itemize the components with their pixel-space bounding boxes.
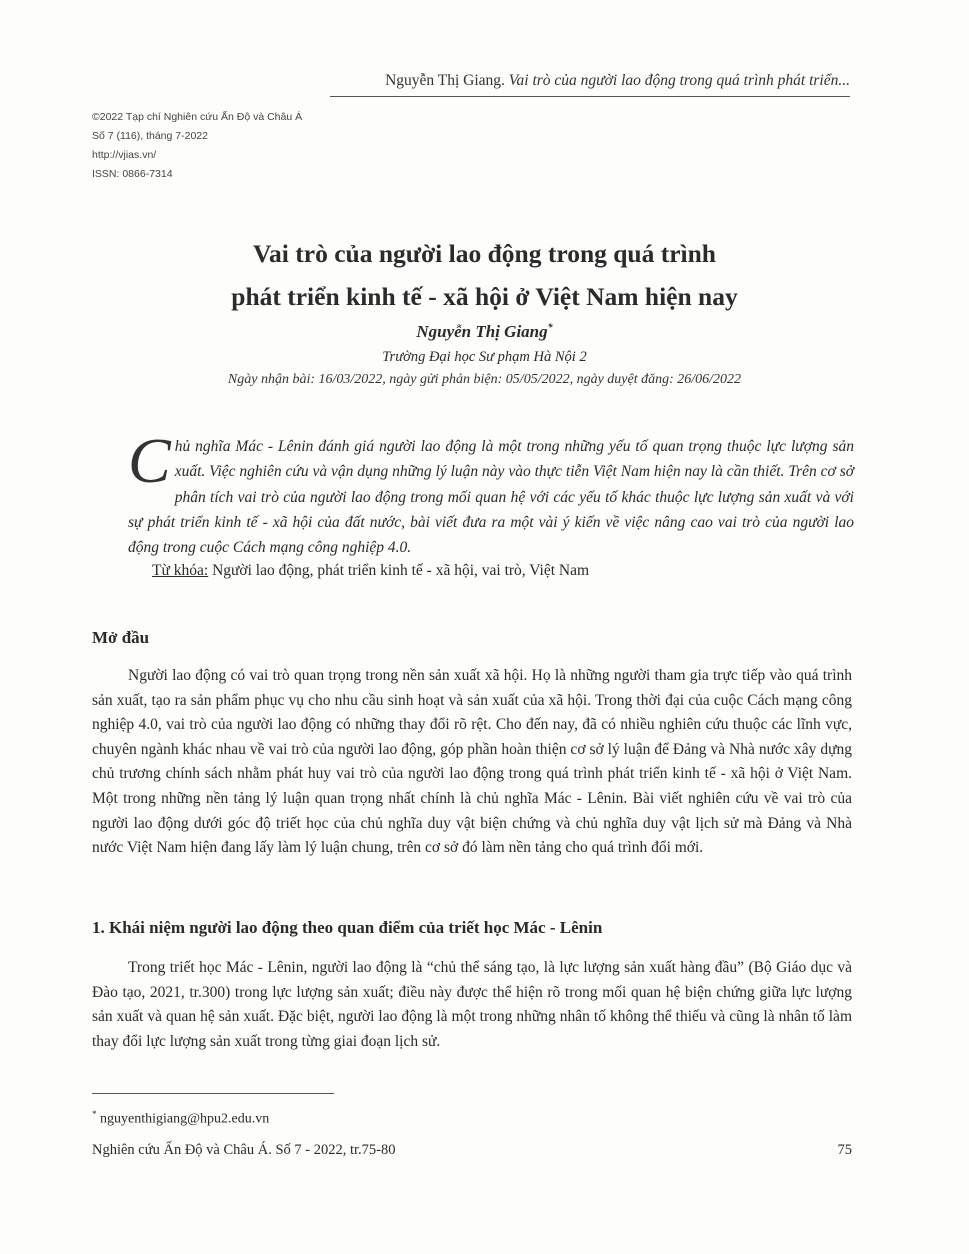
meta-copyright: ©2022 Tạp chí Nghiên cứu Ấn Độ và Châu Á [92,111,303,123]
journal-meta [92,108,302,184]
intro-paragraph: Người lao động có vai trò quan trọng trong nền sản xuất xã hội. Họ là những người tham gia trực tiếp vào quá trình sản xuất, tạo ra sản phẩm phục vụ cho nhu cầu sinh hoạt và sản xuất của xã hội. Trong thời đại của cuộc Cách mạng công nghiệp 4.0, vai trò của người lao động có những thay đổi rõ rệt. Cho đến nay, đã có nhiều nghiên cứu thuộc các lĩnh vực, chuyên ngành khác nhau về vai trò của người lao động, góp phần hoàn thiện cơ sở lý luận để Đảng và Nhà nước xây dựng chủ trương chính sách nhằm phát huy vai trò của người lao động trong quá trình phát triển kinh tế - xã hội ở Việt Nam. Một trong những nền tảng lý luận quan trọng nhất chính là chủ nghĩa Mác - Lênin. Bài viết nghiên cứu về vai trò của người lao động dưới góc độ triết học của chủ nghĩa duy vật biện chứng và chủ nghĩa duy vật lịch sử mà Đảng và Nhà nước Việt Nam hiện đang lấy làm lý luận chung, trên cơ sở đó làm nền tảng cho quá trình đổi mới. [92,667,852,857]
abstract [128,425,854,560]
footnote-rule [92,1093,334,1094]
keywords-label: Từ khóa: [152,562,209,579]
title-line-2: phát triển kinh tế - xã hội ở Việt Nam hiện nay [231,282,738,311]
section-heading-1: 1. Khái niệm người lao động theo quan điểm của triết học Mác - Lênin [92,918,603,937]
meta-url[interactable]: http://vjias.vn/ [92,149,157,161]
section-1-paragraph: Trong triết học Mác - Lênin, người lao động là “chủ thể sáng tạo, là lực lượng sản xuất hàng đầu” (Bộ Giáo dục và Đào tạo, 2021, tr.300) trong lực lượng sản xuất; điều này được thể hiện rõ trong mối quan hệ biện chứng giữa lực lượng sản xuất và quan hệ sản xuất. Đặc biệt, người lao động là một trong những nhân tố không thể thiếu và cũng là nhân tố làm thay đổi lực lượng sản xuất trong từng giai đoạn lịch sử. [92,959,852,1050]
author-affiliation: Trường Đại học Sư phạm Hà Nội 2 [382,349,587,365]
author-footnote-mark: * [547,322,553,334]
footnote-email: nguyenthigiang@hpu2.edu.vn [96,1111,270,1127]
header-rule [330,96,850,97]
author-line [60,322,909,342]
section-heading-intro: Mở đầu [92,628,150,647]
article-dates: Ngày nhận bài: 16/03/2022, ngày gửi phản biện: 05/05/2022, ngày duyệt đăng: 26/06/2022 [227,372,742,387]
abstract-text: hủ nghĩa Mác - Lênin đánh giá người lao động là một trong những yếu tố quan trọng thuộc lực lượng sản xuất. Việc nghiên cứu và vận dụng những lý luận này vào thực tiễn Việt Nam hiện nay là cần thiết. Trên cơ sở phân tích vai trò của người lao động trong mối quan hệ với các yếu tố khác thuộc lực lượng sản xuất và với sự phát triển kinh tế - xã hội của đất nước, bài viết đưa ra một vài ý kiến về việc nâng cao vai trò của người lao động trong cuộc Cách mạng công nghiệp 4.0. [128,438,854,557]
abstract-dropcap: C [128,425,171,496]
article-title [60,232,909,318]
running-head [330,72,850,90]
footer-journal: Nghiên cứu Ấn Độ và Châu Á. Số 7 - 2022, tr.75-80 [92,1142,396,1158]
author-name: Nguyễn Thị Giang [416,322,548,341]
running-head-author: Nguyễn Thị Giang. [385,72,505,89]
keywords [152,562,852,580]
page-number: 75 [837,1142,852,1158]
keywords-text: Người lao động, phát triển kinh tế - xã hội, vai trò, Việt Nam [208,562,590,579]
meta-issn: ISSN: 0866-7314 [92,168,173,180]
footnote [92,1109,269,1128]
footnote-mark: * [92,1109,97,1119]
meta-issue: Số 7 (116), tháng 7-2022 [92,130,208,142]
title-line-1: Vai trò của người lao động trong quá trình [252,239,716,268]
running-head-title: Vai trò của người lao động trong quá trình phát triển... [508,72,850,89]
